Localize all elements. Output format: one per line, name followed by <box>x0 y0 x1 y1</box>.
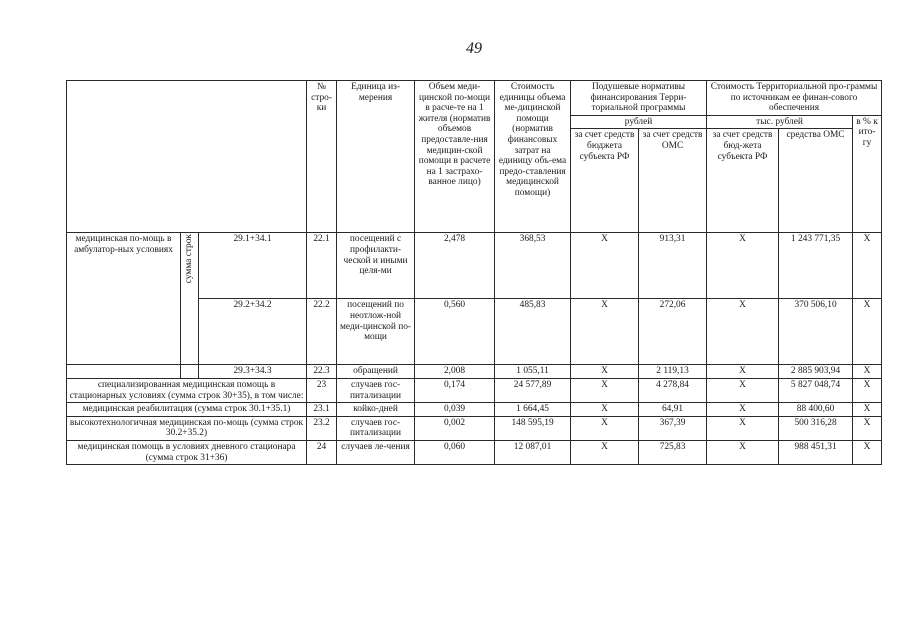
row-label: высокотехнологичная медицинская по-мощь (сумма строк 30.2+35.2) <box>67 416 307 440</box>
row-cost: 368,53 <box>495 233 571 299</box>
row-cost-oms: 5 827 048,74 <box>779 378 853 402</box>
row-pct: X <box>853 403 882 417</box>
row-formula: 29.1+34.1 <box>199 233 307 299</box>
row-volume: 0,560 <box>415 299 495 365</box>
row-no: 23.1 <box>307 403 337 417</box>
table-row <box>67 233 882 299</box>
header-budget: за счет средств бюджета субъекта РФ <box>571 129 639 233</box>
row-cost-oms: 988 451,31 <box>779 440 853 464</box>
row-oms: 272,06 <box>639 299 707 365</box>
row-volume: 0,039 <box>415 403 495 417</box>
row-no: 23.2 <box>307 416 337 440</box>
vertical-label-continuation <box>181 365 199 379</box>
row-cost: 1 664,45 <box>495 403 571 417</box>
row-pct: X <box>853 299 882 365</box>
table-row <box>67 378 882 402</box>
header-cost-unit: тыс. рублей <box>707 115 853 129</box>
header-row-no: № стро-ки <box>307 81 337 233</box>
table-row <box>67 440 882 464</box>
row-formula: 29.2+34.2 <box>199 299 307 365</box>
header-unit: Единица из-мерения <box>337 81 415 233</box>
financing-table <box>66 80 882 465</box>
row-cost: 1 055,11 <box>495 365 571 379</box>
row-cost-budget: X <box>707 440 779 464</box>
row-no: 24 <box>307 440 337 464</box>
row-volume: 0,174 <box>415 378 495 402</box>
row-cost-oms: 88 400,60 <box>779 403 853 417</box>
row-no: 23 <box>307 378 337 402</box>
row-cost-budget: X <box>707 365 779 379</box>
row-cost-budget: X <box>707 233 779 299</box>
row-cost-budget: X <box>707 403 779 417</box>
row-pct: X <box>853 365 882 379</box>
row-pct: X <box>853 440 882 464</box>
table-row <box>67 416 882 440</box>
row-oms: 367,39 <box>639 416 707 440</box>
row-cost: 148 595,19 <box>495 416 571 440</box>
header-blank-cell <box>67 81 307 233</box>
row-oms: 725,83 <box>639 440 707 464</box>
row-unit: случаев ле-чения <box>337 440 415 464</box>
row-volume: 0,060 <box>415 440 495 464</box>
row-unit: койко-дней <box>337 403 415 417</box>
header-percapita-group: Подушевые нормативы финансирования Терри-ториальной программы <box>571 81 707 116</box>
row-formula: 29.3+34.3 <box>199 365 307 379</box>
row-no: 22.2 <box>307 299 337 365</box>
row-pct: X <box>853 233 882 299</box>
header-row-1 <box>67 81 882 116</box>
row-cost-budget: X <box>707 378 779 402</box>
vertical-label-cell <box>181 233 199 365</box>
row-cost-oms: 1 243 771,35 <box>779 233 853 299</box>
vertical-label: сумма строк <box>184 234 195 284</box>
row-cost: 12 087,01 <box>495 440 571 464</box>
row-volume: 0,002 <box>415 416 495 440</box>
row-unit: обращений <box>337 365 415 379</box>
row-oms: 913,31 <box>639 233 707 299</box>
row-cost-oms: 500 316,28 <box>779 416 853 440</box>
outpatient-label: медицинская по-мощь в амбулатор-ных условиях <box>67 233 181 365</box>
row-budget: X <box>571 365 639 379</box>
row-no: 22.1 <box>307 233 337 299</box>
row-volume: 2,478 <box>415 233 495 299</box>
row-budget: X <box>571 403 639 417</box>
table-row <box>67 365 882 379</box>
header-volume: Объем меди-цинской по-мощи в расче-те на 1 жителя (норматив объемов предоставле-ния медицин-ской помощи в расчете на 1 застрахо-ванное лицо) <box>415 81 495 233</box>
outpatient-label-continuation <box>67 365 181 379</box>
row-cost-budget: X <box>707 416 779 440</box>
row-pct: X <box>853 378 882 402</box>
row-unit: посещений по неотлож-ной меди-цинской по-мощи <box>337 299 415 365</box>
row-oms: 2 119,13 <box>639 365 707 379</box>
row-oms: 64,91 <box>639 403 707 417</box>
row-pct: X <box>853 416 882 440</box>
row-cost-oms: 370 506,10 <box>779 299 853 365</box>
header-oms: за счет средств ОМС <box>639 129 707 233</box>
row-cost: 24 577,89 <box>495 378 571 402</box>
row-volume: 2,008 <box>415 365 495 379</box>
header-cost-oms: средства ОМС <box>779 129 853 233</box>
row-oms: 4 278,84 <box>639 378 707 402</box>
header-pct: в % к ито-гу <box>853 115 882 233</box>
row-unit: случаев гос-питализации <box>337 378 415 402</box>
row-unit: случаев гос-питализации <box>337 416 415 440</box>
row-budget: X <box>571 416 639 440</box>
row-label: медицинская реабилитация (сумма строк 30.1+35.1) <box>67 403 307 417</box>
page-number: 49 <box>466 40 482 57</box>
row-budget: X <box>571 299 639 365</box>
row-cost-oms: 2 885 903,94 <box>779 365 853 379</box>
table-row <box>67 403 882 417</box>
row-budget: X <box>571 378 639 402</box>
row-label: специализированная медицинская помощь в стационарных условиях (сумма строк 30+35), в том числе: <box>67 378 307 402</box>
row-budget: X <box>571 440 639 464</box>
header-cost: Стоимость единицы объема ме-дицинской помощи (норматив финансовых затрат на единицу объ-ема предо-ставления медицинской помощи) <box>495 81 571 233</box>
row-budget: X <box>571 233 639 299</box>
row-cost: 485,83 <box>495 299 571 365</box>
header-percapita-unit: рублей <box>571 115 707 129</box>
header-cost-budget: за счет средств бюд-жета субъекта РФ <box>707 129 779 233</box>
row-no: 22.3 <box>307 365 337 379</box>
row-cost-budget: X <box>707 299 779 365</box>
header-cost-group: Стоимость Территориальной про-граммы по источникам ее финан-сового обеспечения <box>707 81 882 116</box>
row-label: медицинская помощь в условиях дневного стационара (сумма строк 31+36) <box>67 440 307 464</box>
row-unit: посещений с профилакти-ческой и иными целя-ми <box>337 233 415 299</box>
